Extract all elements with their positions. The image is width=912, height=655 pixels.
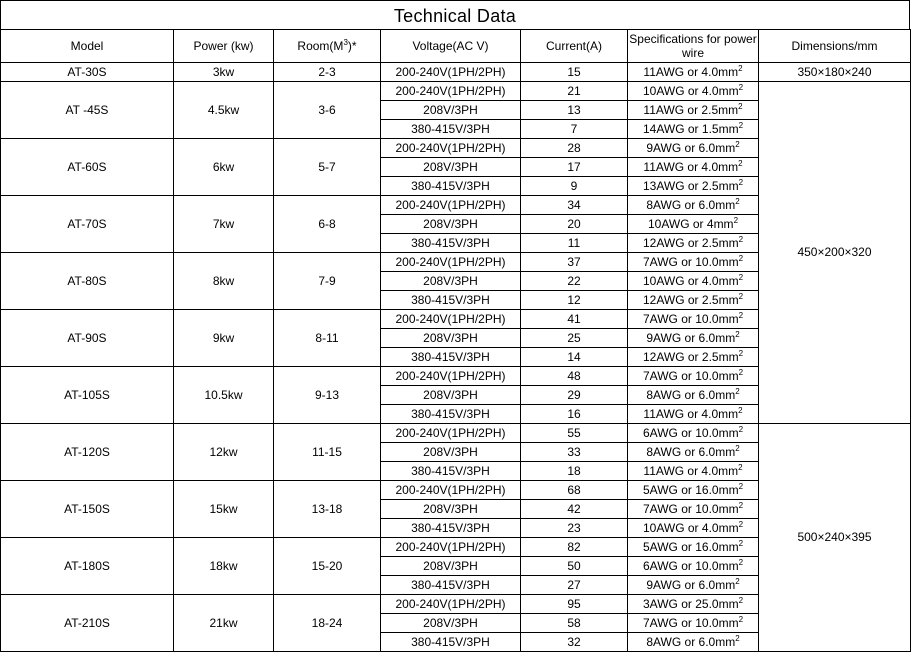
room-cell: 6-8: [274, 196, 381, 253]
wire-spec-sup: 2: [735, 386, 740, 396]
wire-spec-cell: [628, 63, 759, 82]
voltage-cell: 200-240V(1PH/2PH): [381, 310, 521, 329]
model-cell: AT-150S: [1, 481, 174, 538]
header-model: Model: [1, 30, 174, 63]
current-cell: 48: [521, 367, 628, 386]
current-cell: 16: [521, 405, 628, 424]
wire-spec-cell: [628, 405, 759, 424]
wire-spec-sup: 2: [733, 215, 739, 225]
current-cell: 32: [521, 633, 628, 652]
model-cell: AT-30S: [1, 63, 174, 82]
wire-spec-cell: [628, 177, 759, 196]
current-cell: 12: [521, 291, 628, 310]
wire-spec-cell: [628, 614, 759, 633]
wire-spec-cell: [628, 462, 759, 481]
model-cell: AT-210S: [1, 595, 174, 652]
voltage-cell: 380-415V/3PH: [381, 234, 521, 253]
current-cell: 7: [521, 120, 628, 139]
model-cell: AT-105S: [1, 367, 174, 424]
wire-spec-text: 9AWG or 6.0mm: [646, 330, 736, 345]
room-cell: 11-15: [274, 424, 381, 481]
voltage-cell: 200-240V(1PH/2PH): [381, 481, 521, 500]
voltage-cell: 208V/3PH: [381, 272, 521, 291]
wire-spec-sup: 2: [738, 595, 744, 605]
voltage-cell: 208V/3PH: [381, 443, 521, 462]
wire-spec-cell: [628, 519, 759, 538]
wire-spec-sup: 2: [738, 500, 744, 510]
wire-spec-sup: 2: [738, 158, 743, 168]
dimensions-cell: 500×240×395: [759, 424, 911, 652]
wire-spec-sup: 2: [738, 424, 744, 434]
wire-spec-text: 11AWG or 4.0mm: [643, 159, 739, 174]
model-cell: AT-180S: [1, 538, 174, 595]
model-cell: AT-90S: [1, 310, 174, 367]
wire-spec-text: 7AWG or 10.0mm: [642, 615, 739, 630]
header-room-sup: 3: [343, 38, 348, 47]
table-row: [1, 63, 911, 82]
wire-spec-cell: [628, 272, 759, 291]
header-voltage: Voltage(AC V): [381, 30, 521, 63]
voltage-cell: 208V/3PH: [381, 386, 521, 405]
voltage-cell: 380-415V/3PH: [381, 633, 521, 652]
wire-spec-sup: 2: [738, 481, 744, 491]
voltage-cell: 208V/3PH: [381, 101, 521, 120]
wire-spec-cell: [628, 253, 759, 272]
wire-spec-cell: [628, 538, 759, 557]
wire-spec-cell: [628, 215, 759, 234]
wire-spec-text: 10AWG or 4.0mm: [642, 273, 739, 288]
current-cell: 21: [521, 82, 628, 101]
current-cell: 68: [521, 481, 628, 500]
wire-spec-text: 10AWG or 4mm: [647, 216, 734, 231]
wire-spec-sup: 2: [738, 538, 744, 548]
header-power: Power (kw): [174, 30, 274, 63]
dimensions-cell: 450×200×320: [759, 82, 911, 424]
wire-spec-cell: [628, 367, 759, 386]
current-cell: 41: [521, 310, 628, 329]
power-cell: 9kw: [174, 310, 274, 367]
current-cell: 20: [521, 215, 628, 234]
wire-spec-sup: 2: [738, 291, 744, 301]
wire-spec-text: 11AWG or 4.0mm: [643, 406, 739, 421]
wire-spec-cell: [628, 386, 759, 405]
wire-spec-sup: 2: [738, 310, 744, 320]
current-cell: 14: [521, 348, 628, 367]
power-cell: 18kw: [174, 538, 274, 595]
power-cell: 6kw: [174, 139, 274, 196]
wire-spec-text: 11AWG or 2.5mm: [643, 102, 739, 117]
wire-spec-cell: [628, 291, 759, 310]
voltage-cell: 200-240V(1PH/2PH): [381, 139, 521, 158]
room-cell: 5-7: [274, 139, 381, 196]
wire-spec-sup: 2: [738, 253, 744, 263]
header-room-suffix: )*: [347, 39, 357, 53]
current-cell: 37: [521, 253, 628, 272]
wire-spec-cell: [628, 595, 759, 614]
table-body: [1, 63, 911, 652]
wire-spec-text: 12AWG or 2.5mm: [642, 235, 739, 250]
wire-spec-cell: [628, 557, 759, 576]
wire-spec-text: 7AWG or 10.0mm: [642, 501, 739, 516]
wire-spec-text: 8AWG or 6.0mm: [646, 444, 736, 459]
wire-spec-text: 3AWG or 25.0mm: [642, 596, 739, 611]
voltage-cell: 200-240V(1PH/2PH): [381, 538, 521, 557]
current-cell: 33: [521, 443, 628, 462]
wire-spec-text: 9AWG or 6.0mm: [646, 140, 736, 155]
wire-spec-sup: 2: [738, 519, 744, 529]
wire-spec-cell: [628, 329, 759, 348]
table-row: [1, 82, 911, 101]
voltage-cell: 200-240V(1PH/2PH): [381, 595, 521, 614]
dimensions-cell: 350×180×240: [759, 63, 911, 82]
wire-spec-cell: [628, 500, 759, 519]
power-cell: 4.5kw: [174, 82, 274, 139]
power-cell: 8kw: [174, 253, 274, 310]
power-cell: 3kw: [174, 63, 274, 82]
wire-spec-cell: [628, 443, 759, 462]
wire-spec-text: 11AWG or 4.0mm: [643, 463, 739, 478]
wire-spec-text: 8AWG or 6.0mm: [646, 634, 736, 649]
power-cell: 7kw: [174, 196, 274, 253]
wire-spec-text: 8AWG or 6.0mm: [646, 197, 736, 212]
room-cell: 9-13: [274, 367, 381, 424]
room-cell: 18-24: [274, 595, 381, 652]
wire-spec-cell: [628, 120, 759, 139]
power-cell: 10.5kw: [174, 367, 274, 424]
wire-spec-cell: [628, 424, 759, 443]
wire-spec-sup: 2: [738, 234, 744, 244]
wire-spec-sup: 2: [735, 139, 740, 149]
voltage-cell: 200-240V(1PH/2PH): [381, 253, 521, 272]
wire-spec-sup: 2: [735, 576, 740, 586]
voltage-cell: 200-240V(1PH/2PH): [381, 424, 521, 443]
room-cell: 2-3: [274, 63, 381, 82]
current-cell: 17: [521, 158, 628, 177]
wire-spec-text: 7AWG or 10.0mm: [642, 368, 739, 383]
wire-spec-text: 12AWG or 2.5mm: [642, 292, 739, 307]
voltage-cell: 380-415V/3PH: [381, 405, 521, 424]
header-dimensions: Dimensions/mm: [759, 30, 911, 63]
current-cell: 82: [521, 538, 628, 557]
current-cell: 25: [521, 329, 628, 348]
header-wire: Specifications for power wire: [628, 30, 759, 63]
voltage-cell: 208V/3PH: [381, 215, 521, 234]
wire-spec-sup: 2: [738, 63, 743, 73]
header-room-label: Room(M: [297, 39, 344, 53]
voltage-cell: 380-415V/3PH: [381, 120, 521, 139]
current-cell: 50: [521, 557, 628, 576]
voltage-cell: 208V/3PH: [381, 557, 521, 576]
wire-spec-text: 10AWG or 4.0mm: [642, 83, 739, 98]
wire-spec-text: 5AWG or 16.0mm: [642, 482, 739, 497]
wire-spec-text: 12AWG or 2.5mm: [642, 349, 739, 364]
voltage-cell: 380-415V/3PH: [381, 177, 521, 196]
voltage-cell: 200-240V(1PH/2PH): [381, 82, 521, 101]
wire-spec-sup: 2: [738, 272, 744, 282]
voltage-cell: 380-415V/3PH: [381, 462, 521, 481]
room-cell: 15-20: [274, 538, 381, 595]
wire-spec-text: 8AWG or 6.0mm: [646, 387, 736, 402]
current-cell: 34: [521, 196, 628, 215]
current-cell: 15: [521, 63, 628, 82]
current-cell: 23: [521, 519, 628, 538]
room-cell: 8-11: [274, 310, 381, 367]
wire-spec-text: 6AWG or 10.0mm: [642, 558, 739, 573]
model-cell: AT -45S: [1, 82, 174, 139]
model-cell: AT-80S: [1, 253, 174, 310]
wire-spec-text: 6AWG or 10.0mm: [642, 425, 739, 440]
wire-spec-sup: 2: [738, 82, 744, 92]
wire-spec-sup: 2: [738, 405, 743, 415]
wire-spec-sup: 2: [738, 557, 744, 567]
wire-spec-sup: 2: [738, 120, 744, 130]
voltage-cell: 208V/3PH: [381, 500, 521, 519]
voltage-cell: 380-415V/3PH: [381, 576, 521, 595]
wire-spec-sup: 2: [735, 329, 740, 339]
room-cell: 7-9: [274, 253, 381, 310]
wire-spec-text: 7AWG or 10.0mm: [642, 254, 739, 269]
wire-spec-sup: 2: [738, 462, 743, 472]
current-cell: 18: [521, 462, 628, 481]
voltage-cell: 208V/3PH: [381, 614, 521, 633]
current-cell: 55: [521, 424, 628, 443]
wire-spec-cell: [628, 82, 759, 101]
power-cell: 12kw: [174, 424, 274, 481]
wire-spec-text: 14AWG or 1.5mm: [642, 121, 739, 136]
voltage-cell: 208V/3PH: [381, 329, 521, 348]
power-cell: 21kw: [174, 595, 274, 652]
voltage-cell: 380-415V/3PH: [381, 348, 521, 367]
voltage-cell: 208V/3PH: [381, 158, 521, 177]
technical-data-table: [0, 29, 911, 652]
current-cell: 13: [521, 101, 628, 120]
voltage-cell: 200-240V(1PH/2PH): [381, 196, 521, 215]
voltage-cell: 380-415V/3PH: [381, 519, 521, 538]
wire-spec-text: 9AWG or 6.0mm: [646, 577, 736, 592]
wire-spec-sup: 2: [738, 101, 743, 111]
wire-spec-sup: 2: [735, 633, 740, 643]
wire-spec-cell: [628, 576, 759, 595]
current-cell: 28: [521, 139, 628, 158]
wire-spec-text: 13AWG or 2.5mm: [642, 178, 739, 193]
wire-spec-text: 11AWG or 4.0mm: [643, 64, 739, 79]
voltage-cell: 200-240V(1PH/2PH): [381, 63, 521, 82]
room-cell: 13-18: [274, 481, 381, 538]
header-room: [274, 30, 381, 63]
wire-spec-sup: 2: [738, 348, 744, 358]
table-row: [1, 424, 911, 443]
wire-spec-cell: [628, 158, 759, 177]
wire-spec-text: 5AWG or 16.0mm: [642, 539, 739, 554]
table-title: Technical Data: [0, 0, 910, 29]
wire-spec-cell: [628, 234, 759, 253]
wire-spec-cell: [628, 101, 759, 120]
current-cell: 95: [521, 595, 628, 614]
current-cell: 58: [521, 614, 628, 633]
voltage-cell: 380-415V/3PH: [381, 291, 521, 310]
current-cell: 27: [521, 576, 628, 595]
wire-spec-cell: [628, 633, 759, 652]
wire-spec-sup: 2: [738, 177, 744, 187]
wire-spec-sup: 2: [735, 196, 740, 206]
wire-spec-cell: [628, 196, 759, 215]
wire-spec-sup: 2: [738, 614, 744, 624]
current-cell: 22: [521, 272, 628, 291]
voltage-cell: 200-240V(1PH/2PH): [381, 367, 521, 386]
current-cell: 42: [521, 500, 628, 519]
current-cell: 11: [521, 234, 628, 253]
header-current: Current(A): [521, 30, 628, 63]
wire-spec-cell: [628, 310, 759, 329]
room-cell: 3-6: [274, 82, 381, 139]
wire-spec-text: 7AWG or 10.0mm: [642, 311, 739, 326]
power-cell: 15kw: [174, 481, 274, 538]
wire-spec-sup: 2: [735, 443, 740, 453]
wire-spec-text: 10AWG or 4.0mm: [642, 520, 739, 535]
wire-spec-cell: [628, 481, 759, 500]
model-cell: AT-70S: [1, 196, 174, 253]
wire-spec-cell: [628, 348, 759, 367]
wire-spec-sup: 2: [738, 367, 744, 377]
wire-spec-cell: [628, 139, 759, 158]
header-row: [1, 30, 911, 63]
model-cell: AT-120S: [1, 424, 174, 481]
model-cell: AT-60S: [1, 139, 174, 196]
current-cell: 29: [521, 386, 628, 405]
current-cell: 9: [521, 177, 628, 196]
